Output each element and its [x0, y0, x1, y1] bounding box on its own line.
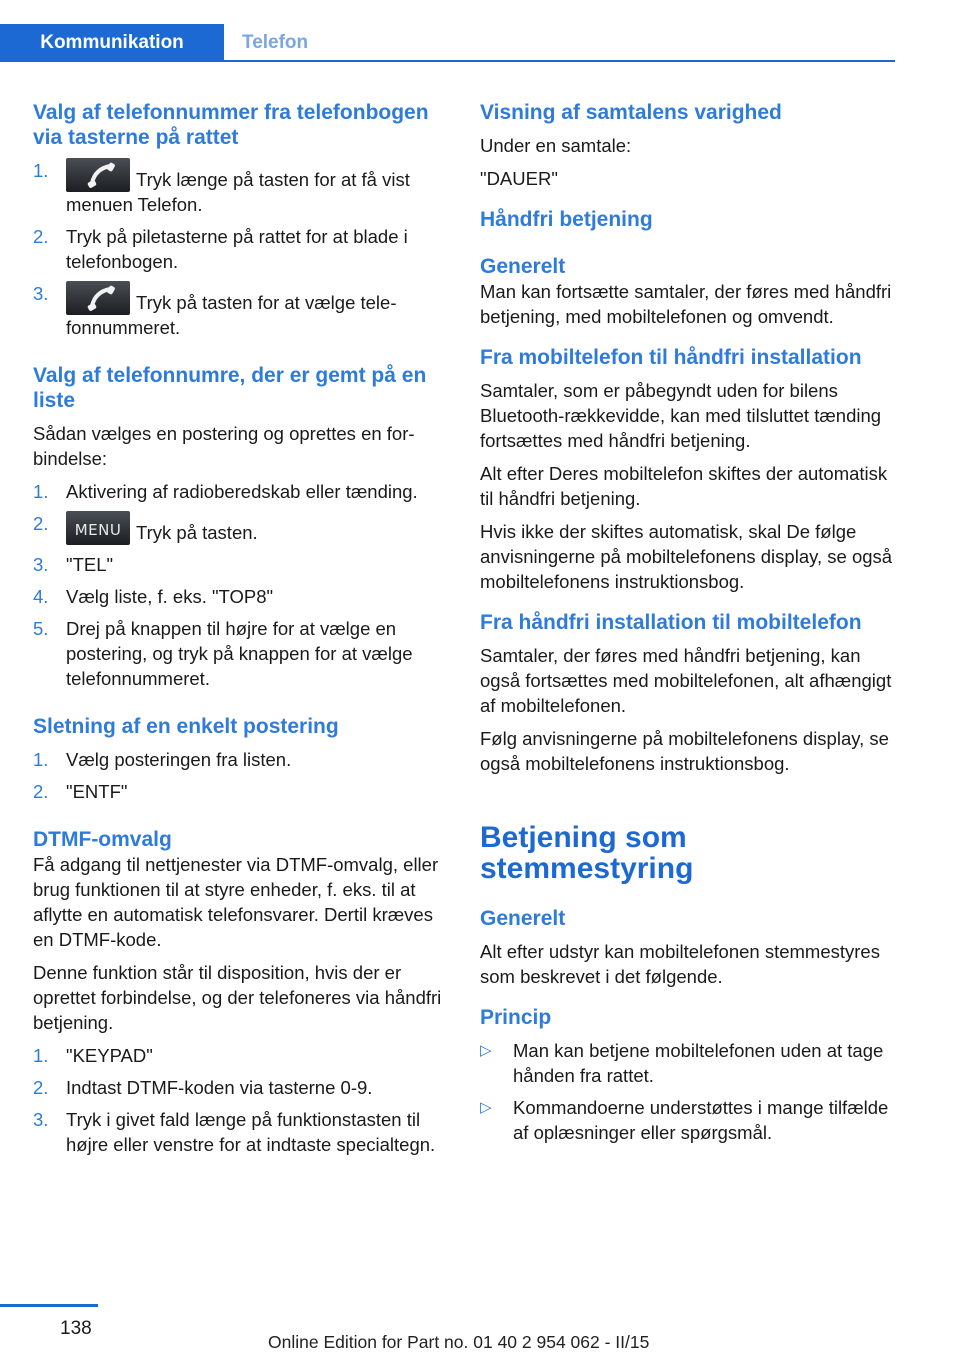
list-item [33, 479, 448, 504]
step-text: "TEL" [66, 554, 114, 575]
step-text: Indtast DTMF-koden via tasterne 0-9. [66, 1077, 373, 1098]
heading-general: Generelt [480, 255, 566, 278]
paragraph: Man kan fortsætte samtaler, der føres med håndfri betjening, med mobiltelefonen og omvendt. [480, 281, 892, 327]
edition-footer: Online Edition for Part no. 01 40 2 954 062 - II/15 [268, 1332, 650, 1352]
paragraph: Alt efter Deres mobiltelefon skiftes der automatisk til håndfri betjening. [480, 463, 888, 509]
steps-dtmf [33, 1043, 448, 1157]
heading-delete-entry: Sletning af en enkelt postering [33, 715, 339, 738]
paragraph: Samtaler, der føres med håndfri betjening, kan også fortsættes med mobiltelefonen, alt afhængigt af mobiltelefonen. [480, 645, 892, 716]
step-number: 1. [33, 481, 49, 502]
step-number: 2. [33, 781, 49, 802]
page-number: 138 [60, 1318, 92, 1339]
step-number: 1. [33, 1045, 49, 1066]
paragraph: "DAUER" [480, 168, 558, 189]
list-item [33, 511, 448, 545]
step-text: Tryk på tasten for at vælge telefonnummeret. [66, 292, 397, 338]
paragraph: Under en samtale: [480, 135, 632, 156]
heading-general-voice: Generelt [480, 907, 566, 930]
paragraph: Alt efter udstyr kan mobiltelefonen stemmestyres som beskrevet i det følgende. [480, 941, 880, 987]
paragraph: Sådan vælges en postering og oprettes en forbindelse: [33, 423, 415, 469]
step-number: 3. [33, 1109, 49, 1130]
heading-mobile-to-handsfree: Fra mobiltelefon til håndfri installation [480, 346, 862, 369]
phone-button-image [66, 281, 130, 315]
list-item [33, 224, 448, 274]
principle-list [480, 1038, 895, 1145]
list-item [33, 747, 448, 772]
paragraph: Samtaler, som er påbegyndt uden for bilens Bluetooth-rækkevidde, kan med tilsluttet tænding fortsættes med håndfri betjening. [480, 380, 882, 451]
left-column [33, 100, 448, 1164]
step-text: Drej på knappen til højre for at vælge en postering, og tryk på knappen for at vælge telefonnummeret. [66, 618, 413, 689]
menu-button-image [66, 511, 130, 545]
list-item [480, 1038, 895, 1088]
phone-button-image [66, 158, 130, 192]
step-text: Vælg liste, f. eks. "TOP8" [66, 586, 274, 607]
steps-delete-entry [33, 747, 448, 804]
list-item [33, 1075, 448, 1100]
heading-dtmf: DTMF-omvalg [33, 828, 172, 851]
bullet-text: Man kan betjene mobiltelefonen uden at tage hånden fra rattet. [513, 1040, 884, 1086]
bullet-text: Kommandoerne understøttes i mange tilfælde af oplæsninger eller spørgsmål. [513, 1097, 889, 1143]
list-item [33, 616, 448, 691]
step-text: Tryk på tasten. [136, 522, 258, 543]
paragraph: Få adgang til nettjenester via DTMF-omvalg, eller brug funktionen til at styre enheder, f. eks. til at aflytte en automatisk telefonsvarer. Dertil kræves en DTMF-kode. [33, 854, 439, 950]
phone-handset-icon [66, 158, 130, 192]
list-item [33, 1043, 448, 1068]
steps-phonebook [33, 158, 448, 340]
footer-rule [0, 1304, 98, 1307]
step-number: 3. [33, 283, 49, 304]
right-column [480, 100, 895, 1152]
step-text: Vælg posteringen fra listen. [66, 749, 292, 770]
step-text: "ENTF" [66, 781, 128, 802]
list-item [33, 584, 448, 609]
heading-principle: Princip [480, 1006, 552, 1029]
heading-handsfree: Håndfri betjening [480, 208, 653, 231]
step-text: "KEYPAD" [66, 1045, 153, 1066]
list-item [33, 1107, 448, 1157]
menu-button-label: MENU [74, 521, 122, 539]
heading-voice-control: Betjening som stemmestyring [480, 821, 694, 885]
paragraph: Denne funktion står til disposition, hvis der er oprettet forbindelse, og der telefoneres via håndfri betjening. [33, 962, 442, 1033]
step-text: Tryk i givet fald længe på funktionstasten til højre eller venstre for at indtaste specialtegn. [66, 1109, 436, 1155]
step-number: 3. [33, 554, 49, 575]
triangle-bullet-icon: ▷ [480, 1099, 492, 1116]
page-header [0, 24, 895, 62]
phone-handset-icon [66, 281, 130, 315]
heading-select-from-phonebook: Valg af telefonnummer fra telefonbogen via tasterne på rattet [33, 101, 429, 149]
header-rule [224, 60, 895, 62]
step-text: Tryk længe på tasten for at få vist menuen Telefon. [66, 169, 410, 215]
step-number: 4. [33, 586, 49, 607]
chapter-tab-kommunikation: Kommunikation [0, 24, 224, 62]
paragraph: Følg anvisningerne på mobiltelefonens display, se også mobiltelefonens instruktionsbog. [480, 728, 889, 774]
list-item [33, 158, 448, 217]
paragraph: Hvis ikke der skiftes automatisk, skal De følge anvisningerne på mobiltelefonens display, se også mobiltelefonens instruktionsbog. [480, 521, 893, 592]
heading-call-duration: Visning af samtalens varighed [480, 101, 782, 124]
list-item [33, 779, 448, 804]
step-number: 1. [33, 749, 49, 770]
step-number: 2. [33, 513, 49, 534]
step-number: 2. [33, 1077, 49, 1098]
step-number: 2. [33, 226, 49, 247]
triangle-bullet-icon: ▷ [480, 1042, 492, 1059]
list-item [480, 1095, 895, 1145]
section-tab-telefon: Telefon [242, 32, 309, 53]
list-item [33, 281, 448, 340]
step-text: Aktivering af radioberedskab eller tænding. [66, 481, 418, 502]
list-item [33, 552, 448, 577]
heading-saved-list: Valg af telefonnumre, der er gemt på en liste [33, 364, 427, 412]
step-number: 1. [33, 160, 49, 181]
heading-handsfree-to-mobile: Fra håndfri installation til mobiltelefon [480, 611, 862, 634]
step-text: Tryk på piletasterne på rattet for at blade i telefonbogen. [66, 226, 408, 272]
step-number: 5. [33, 618, 49, 639]
steps-saved-list [33, 479, 448, 691]
